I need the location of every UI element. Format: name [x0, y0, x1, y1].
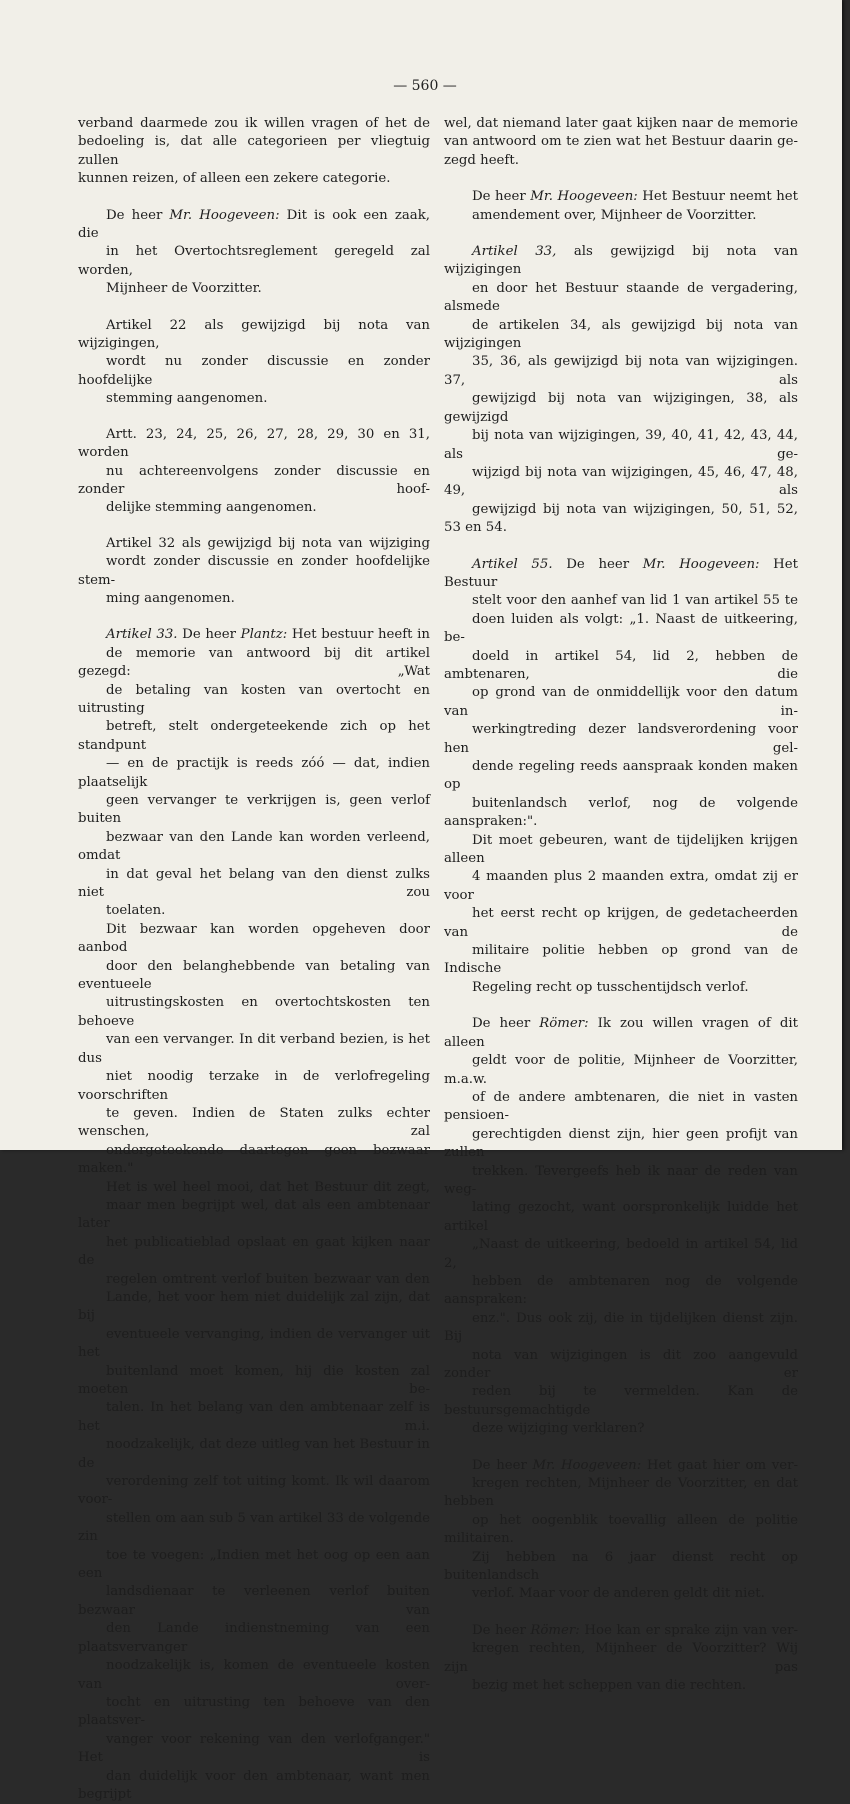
text-line: [78, 535, 430, 553]
text-line: het publicatieblad opslaat en gaat kijken naar de: [78, 1234, 430, 1269]
text-line: op het oogenblik toevallig alleen de politie militairen.: [444, 1512, 798, 1547]
text-line: door den belanghebbende van betaling van eventueele: [78, 958, 430, 993]
article-ref: Artikel 33.: [106, 627, 178, 643]
line-text: Het is wel heel mooi, dat het Bestuur dit zegt,: [106, 1179, 430, 1195]
paragraph: [78, 115, 430, 189]
paragraph: [78, 921, 430, 1179]
text-line: van antwoord om te zien wat het Bestuur daarin ge-: [444, 134, 798, 150]
text-line: [78, 317, 430, 354]
text-line: werkingtreding dezer landsverordening voor hen gel-: [444, 722, 798, 756]
text-line: trekken. Tevergeefs heb ik naar de reden van weg-: [444, 1163, 798, 1197]
text-line: van een vervanger. In dit verband bezien, is het dus: [78, 1032, 430, 1066]
line-text: Het Bestuur neemt het: [637, 189, 798, 205]
speaker-prefix: De heer: [177, 627, 241, 643]
text-line: gewijzigd bij nota van wijzigingen, 50, 51, 52, 53 en 54.: [444, 501, 798, 536]
paragraph: [444, 1015, 798, 1438]
text-line: den Lande indienstneming van een plaatsvervanger: [78, 1621, 430, 1655]
text-line: zegd heeft.: [444, 152, 519, 168]
text-line: 35, 36, als gewijzigd bij nota van wijzigingen. 37, als: [444, 354, 798, 388]
line-text: Het Bestuur: [444, 556, 798, 590]
text-line: 4 maanden plus 2 maanden extra, omdat zij er voor: [444, 869, 798, 903]
speaker-prefix: De heer: [472, 1016, 540, 1032]
text-line: wordt zonder discussie en zonder hoofdelijke stem-: [78, 554, 430, 588]
text-line: betreft, stelt ondergeteekende zich op het standpunt: [78, 719, 430, 753]
text-line: deze wijziging verklaren?: [472, 1421, 645, 1437]
text-line: [78, 1179, 430, 1197]
text-line: bij nota van wijzigingen, 39, 40, 41, 42, 43, 44, als ge-: [444, 428, 798, 462]
paragraph: [444, 1622, 798, 1696]
speaker-name: Mr. Hoogeveen:: [169, 207, 280, 223]
text-line: het eerst recht op krijgen, de gedetacheerden van de: [444, 906, 798, 940]
text-line: dan duidelijk voor den ambtenaar, want men begrijpt: [78, 1768, 430, 1802]
text-line: gewijzigd bij nota van wijzigingen, 38, als gewijzigd: [444, 391, 798, 425]
text-line: ming aangenomen.: [106, 590, 235, 606]
text-line: of de andere ambtenaren, die niet in vasten pensioen-: [444, 1089, 798, 1124]
text-line: [444, 556, 798, 593]
text-line: [78, 207, 430, 244]
text-line: en door het Bestuur staande de vergadering, alsmede: [444, 280, 798, 315]
paragraph: [444, 556, 798, 998]
text-line: „Naast de uitkeering, bedoeld in artikel 54, lid 2,: [444, 1237, 798, 1271]
text-line: op grond van de onmiddellijk voor den datum van in-: [444, 685, 798, 719]
speaker-prefix: De heer: [472, 189, 531, 205]
paragraph: [444, 243, 798, 538]
text-line: enz.". Dus ook zij, die in tijdelijken dienst zijn. Bij: [444, 1310, 798, 1345]
line-text: verband daarmede zou ik willen vragen of het de: [78, 116, 430, 131]
text-line: [444, 115, 798, 133]
text-line: regelen omtrent verlof buiten bezwaar van den: [106, 1271, 430, 1287]
text-line: bedoeling is, dat alle categorieen per vliegtuig zullen: [78, 134, 430, 168]
text-line: verordening zelf tot uiting komt. Ik wil daarom voor-: [78, 1474, 430, 1508]
text-line: Dit moet gebeuren, want de tijdelijken krijgen alleen: [444, 832, 798, 867]
line-text: Ik zou willen vragen of dit alleen: [444, 1016, 798, 1050]
text-line: kregen rechten, Mijnheer de Voorzitter? Wij zijn pas: [444, 1641, 798, 1675]
text-line: amendement over, Mijnheer de Voorzitter.: [472, 207, 757, 223]
text-line: doen luiden als volgt: „1. Naast de uitkeering, be-: [444, 611, 798, 646]
text-line: [78, 426, 430, 463]
text-line: de betaling van kosten van overtocht en uitrusting: [78, 682, 430, 716]
paragraph: [78, 317, 430, 409]
text-line: noodzakelijk, dat deze uitleg van het Bestuur in de: [78, 1437, 430, 1471]
text-line: delijke stemming aangenomen.: [106, 500, 317, 516]
line-text: Hoe kan er sprake zijn van ver-: [579, 1622, 798, 1638]
text-line: [444, 1015, 798, 1052]
text-line: bezwaar van den Lande kan worden verleend, omdat: [78, 829, 430, 864]
paragraph: [78, 535, 430, 609]
text-line: [78, 115, 430, 133]
text-line: bezig met het scheppen van die rechten.: [472, 1678, 747, 1694]
text-line: [444, 188, 798, 206]
text-line: ondergeteekende daartegen geen bezwaar maken.": [78, 1142, 430, 1177]
paragraph: [444, 1457, 798, 1604]
text-line: noodzakelijk is, komen de eventueele kosten van over-: [78, 1658, 430, 1692]
text-line: uitrustingskosten en overtochtskosten ten behoeve: [78, 995, 430, 1029]
text-line: wijzigd bij nota van wijzigingen, 45, 46, 47, 48, 49, als: [444, 464, 798, 499]
text-line: doeld in artikel 54, lid 2, hebben de ambtenaren, die: [444, 648, 798, 682]
text-line: nota van wijzigingen is dit zoo aangevuld zonder er: [444, 1347, 798, 1381]
text-line: verlof. Maar voor de anderen geldt dit niet.: [472, 1586, 765, 1602]
text-line: [444, 1457, 798, 1475]
text-line: te geven. Indien de Staten zulks echter wenschen, zal: [78, 1105, 430, 1140]
text-line: geen vervanger te verkrijgen is, geen verlof buiten: [78, 793, 430, 827]
right-column: [444, 115, 798, 1696]
speaker-name: Mr. Hoogeveen:: [532, 1457, 642, 1473]
text-line: militaire politie hebben op grond van de Indische: [444, 943, 798, 977]
article-ref: Artikel 33,: [472, 244, 557, 260]
speaker-name: Römer:: [530, 1622, 580, 1638]
line-text: Dit is ook een zaak, die: [78, 207, 430, 242]
speaker-prefix: De heer: [106, 207, 170, 223]
text-line: [444, 1622, 798, 1640]
text-line: toe te voegen: „Indien met het oog op een aan een: [78, 1547, 430, 1582]
text-line: Lande, het voor hem niet duidelijk zal zijn, dat bij: [78, 1289, 430, 1324]
speaker-prefix: De heer: [552, 556, 643, 572]
speaker-name: Plantz:: [240, 627, 288, 643]
text-line: in het Overtochtsreglement geregeld zal worden,: [78, 244, 430, 278]
paragraph: [78, 207, 430, 299]
text-line: kunnen reizen, of alleen een zekere categorie.: [78, 171, 391, 187]
speaker-prefix: De heer: [472, 1457, 533, 1473]
text-line: de memorie van antwoord bij dit artikel gezegd: „Wat: [78, 645, 430, 680]
text-line: vanger voor rekening van den verlofganger." Het is: [78, 1731, 430, 1766]
speaker-name: Mr. Hoogeveen:: [642, 556, 760, 572]
text-line: buitenlandsch verlof, nog de volgende aanspraken:".: [444, 795, 798, 830]
line-text: Artikel 32 als gewijzigd bij nota van wijziging: [106, 535, 430, 551]
line-text: wel, dat niemand later gaat kijken naar de memorie: [444, 116, 798, 131]
text-line: landsdienaar te verleenen verlof buiten bezwaar van: [78, 1584, 430, 1618]
text-line: [444, 243, 798, 280]
text-line: gerechtigden dienst zijn, hier geen profijt van zullen: [444, 1126, 798, 1161]
line-text: Het bestuur heeft in: [287, 627, 430, 643]
text-line: stelt voor den aanhef van lid 1 van artikel 55 te: [472, 593, 798, 609]
text-line: reden bij te vermelden. Kan de bestuursgemachtigde: [444, 1384, 798, 1418]
text-line: geldt voor de politie, Mijnheer de Voorzitter, m.a.w.: [444, 1053, 798, 1087]
text-line: [78, 921, 430, 958]
text-line: maar men begrijpt wel, dat als een ambtenaar later: [78, 1197, 430, 1232]
paragraph: [78, 1179, 430, 1804]
article-ref: Artikel 55.: [472, 556, 553, 572]
text-line: stemming aangenomen.: [106, 391, 268, 407]
text-line: dende regeling reeds aanspraak konden maken op: [444, 759, 798, 793]
text-line: wordt nu zonder discussie en zonder hoofdelijke: [78, 354, 430, 388]
text-line: lating gezocht, want oorspronkelijk luidde het artikel: [444, 1200, 798, 1234]
paragraph: [444, 115, 798, 170]
speaker-name: Römer:: [539, 1016, 589, 1032]
speaker-prefix: De heer: [472, 1622, 531, 1638]
text-line: [78, 626, 430, 644]
text-line: nu achtereenvolgens zonder discussie en zonder hoof-: [78, 463, 430, 497]
text-line: Regeling recht op tusschentijdsch verlof.: [472, 979, 749, 995]
text-line: tocht en uitrusting ten behoeve van den plaatsver-: [78, 1694, 430, 1729]
page-number: — 560 —: [393, 78, 457, 94]
line-text: Artikel 22 als gewijzigd bij nota van wijzigingen,: [78, 317, 430, 352]
line-text: als gewijzigd bij nota van wijzigingen: [444, 244, 798, 278]
text-line: hebben de ambtenaren nog de volgende aanspraken:: [444, 1273, 798, 1308]
speaker-name: Mr. Hoogeveen:: [530, 189, 638, 205]
paragraph: [78, 426, 430, 518]
text-line: kregen rechten, Mijnheer de Voorzitter, en dat hebben: [444, 1476, 798, 1510]
line-text: Dit bezwaar kan worden opgeheven door aanbod: [78, 921, 430, 956]
text-line: — en de practijk is reeds zóó — dat, indien plaatselijk: [78, 756, 430, 790]
paragraph: [444, 188, 798, 225]
left-column: [78, 115, 430, 1804]
text-line: niet noodig terzake in de verlofregeling voorschriften: [78, 1069, 430, 1103]
text-line: talen. In het belang van den ambtenaar zelf is het m.i.: [78, 1400, 430, 1434]
text-line: eventueele vervanging, indien de vervanger uit het: [78, 1326, 430, 1361]
text-line: in dat geval het belang van den dienst zulks niet zou: [78, 866, 430, 901]
paragraph: [78, 626, 430, 921]
text-line: Mijnheer de Voorzitter.: [106, 281, 262, 297]
text-line: de artikelen 34, als gewijzigd bij nota van wijzigingen: [444, 317, 798, 352]
text-line: stellen om aan sub 5 van artikel 33 de volgende zin: [78, 1510, 430, 1545]
line-text: Het gaat hier om ver-: [641, 1457, 798, 1473]
text-line: toelaten.: [106, 903, 166, 919]
text-line: Zij hebben na 6 jaar dienst recht op buitenlandsch: [444, 1549, 798, 1584]
line-text: Artt. 23, 24, 25, 26, 27, 28, 29, 30 en 31, worden: [78, 426, 430, 461]
text-line: buitenland moet komen, hij die kosten zal moeten be-: [78, 1363, 430, 1397]
